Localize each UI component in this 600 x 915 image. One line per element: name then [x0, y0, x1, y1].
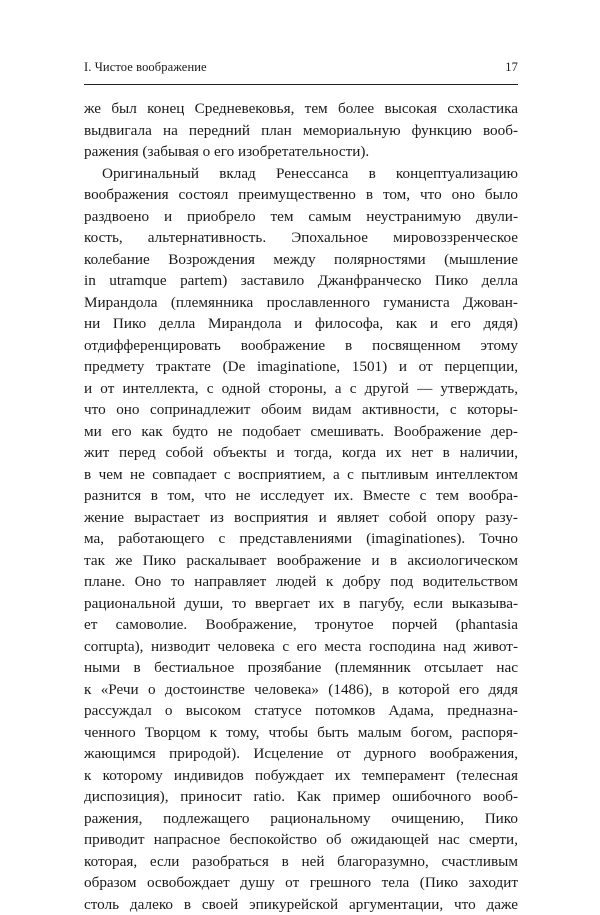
- text-line: Оригинальный вклад Ренессанса в концептуализацию: [84, 163, 518, 185]
- text-line: колебание Возрождения между полярностями (мышление: [84, 249, 518, 271]
- text-line: кость, альтернативность. Эпохальное мировоззренческое: [84, 227, 518, 249]
- text-line: отдифференцировать воображение в посвященном этому: [84, 335, 518, 357]
- running-title: I. Чистое воображение: [84, 60, 207, 75]
- text-line: жающимся природой). Исцеление от дурного воображения,: [84, 743, 518, 765]
- text-line: к которому индивидов побуждает их темперамент (телесная: [84, 765, 518, 787]
- text-line: в чем не совпадает с восприятием, а с пытливым интеллектом: [84, 464, 518, 486]
- text-line: ми его как будто не подобает смешивать. Воображение дер-: [84, 421, 518, 443]
- text-line: которая, если разобраться в ней благоразумно, счастливым: [84, 851, 518, 873]
- text-line: in utramque partem) заставило Джанфранческо Пико делла: [84, 270, 518, 292]
- text-line: corrupta), низводит человека с его места господина над живот-: [84, 636, 518, 658]
- text-line: столь далеко в своей эпикурейской аргументации, что даже: [84, 894, 518, 915]
- text-line: же был конец Средневековья, тем более высокая схоластика: [84, 98, 518, 120]
- text-line: образом освобождает душу от грешного тела (Пико заходит: [84, 872, 518, 894]
- text-line: ет самоволие. Воображение, тронутое порчей (phantasia: [84, 614, 518, 636]
- text-line: ными в бестиальное прозябание (племянник отсылает нас: [84, 657, 518, 679]
- text-line: предмету трактате (De imaginatione, 1501) и от перцепции,: [84, 356, 518, 378]
- text-line: ражения, подлежащего рациональному очищению, Пико: [84, 808, 518, 830]
- text-line: разнится в том, что не исследует их. Вместе с тем вообра-: [84, 485, 518, 507]
- text-line: к «Речи о достоинстве человека» (1486), в которой его дядя: [84, 679, 518, 701]
- text-line: так же Пико раскалывает воображение и в аксиологическом: [84, 550, 518, 572]
- text-line: выдвигала на передний план мемориальную функцию вооб-: [84, 120, 518, 142]
- text-line: что оно сопринадлежит обоим видам активности, с которы-: [84, 399, 518, 421]
- page-number: 17: [505, 60, 518, 75]
- text-line: приводит напрасное беспокойство об ожидающей нас смерти,: [84, 829, 518, 851]
- text-line: раздвоено и приобрело тем самым неустранимую двули-: [84, 206, 518, 228]
- text-line: рациональной души, то ввергает их в пагубу, если выказыва-: [84, 593, 518, 615]
- text-line: плане. Оно то направляет людей к добру под водительством: [84, 571, 518, 593]
- text-line: и от интеллекта, с одной стороны, а с другой — утверждать,: [84, 378, 518, 400]
- text-line: рассуждал о высоком статусе потомков Адама, предназна-: [84, 700, 518, 722]
- text-line: ченного Творцом к тому, чтобы быть малым богом, распоря-: [84, 722, 518, 744]
- text-line: Мирандола (племянника прославленного гуманиста Джован-: [84, 292, 518, 314]
- header-rule: [84, 84, 518, 85]
- text-line: воображения состоял преимущественно в том, что оно было: [84, 184, 518, 206]
- text-line: жение вырастает из восприятия и являет собой опору разу-: [84, 507, 518, 529]
- text-line: жит перед собой объекты и тогда, когда их нет в наличии,: [84, 442, 518, 464]
- running-header: [84, 60, 518, 75]
- text-line: ни Пико делла Мирандола и философа, как и его дядя): [84, 313, 518, 335]
- text-line: ма, работающего с представлениями (imaginationes). Точно: [84, 528, 518, 550]
- text-line: ражения (забывая о его изобретательности).: [84, 141, 518, 163]
- text-line: диспозиция), приносит ratio. Как пример ошибочного вооб-: [84, 786, 518, 808]
- body-text: [84, 98, 518, 915]
